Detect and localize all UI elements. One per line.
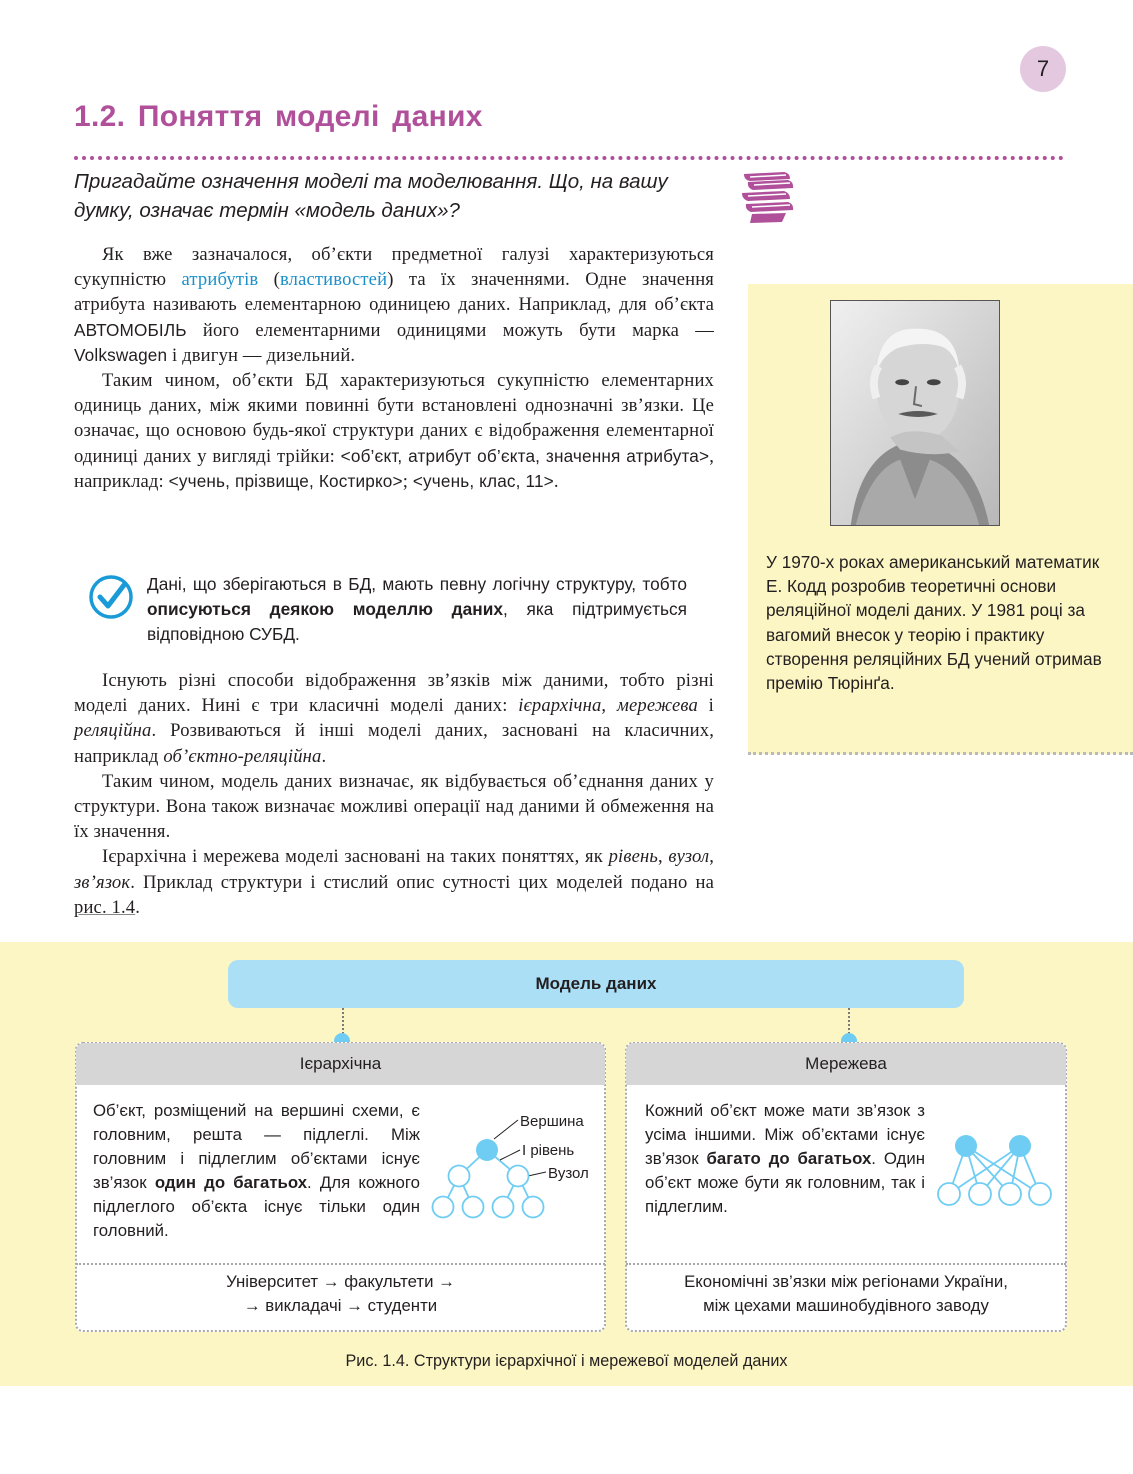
root-node xyxy=(476,1139,498,1161)
properties-term[interactable]: властивостей xyxy=(279,269,388,291)
page-number: 7 xyxy=(1020,46,1066,92)
paragraph1-text-3: ) та їх значеннями. Одне значення атрибута називають елементарною одиницею даних. Наприклад, для об’єкта xyxy=(74,269,715,316)
triple-example-3: <учень, клас, 11> xyxy=(412,470,554,491)
paragraph1-text-2: ( xyxy=(258,269,280,291)
data-model-root: Модель даних xyxy=(228,960,964,1008)
network-example xyxy=(626,1270,1066,1318)
network-example-line-1: Економічні зв’язки між регіонами України, xyxy=(684,1272,1008,1291)
note-bold: описуються деякою моделлю даних xyxy=(147,599,503,619)
network-divider xyxy=(626,1263,1066,1265)
attributes-term[interactable]: атрибутів xyxy=(181,269,259,291)
paragraph5-text-3: . xyxy=(135,896,141,918)
hierarchical-divider xyxy=(76,1263,605,1265)
triple-example-2: <учень, прізвище, Костирко> xyxy=(168,470,403,491)
paragraph-attributes xyxy=(74,242,714,494)
paragraph3-sep-1: , xyxy=(601,695,617,717)
paragraph-model-definition: Таким чином, модель даних визначає, як відбувається об’єднання даних у структури. Вона також визначає можливі операції над даними й обмеження на їх значення. xyxy=(74,770,714,843)
paragraph2-text-3: ; xyxy=(402,470,413,492)
hierarchical-example-line-2: → викладачі → студенти xyxy=(243,1296,438,1315)
sidebar-divider xyxy=(748,752,1133,755)
concept-level: рівень xyxy=(608,846,658,868)
network-text-1: Кожний об’єкт може мати зв’язок з усіма іншими. Між об’єктами існує зв’язок xyxy=(645,1101,925,1168)
hierarchical-text-2: . Для кожного підлеглого об’єкта існує тільки один головний. xyxy=(93,1173,420,1240)
paragraph2-text-1: Таким чином, об’єкти БД характеризуються сукупністю елементарних одиниць даних, між якими повинні бути встановлені однозначні зв’язки. Це означає, що основою будь-якої структури даних є відображення елементарної одиниці даних у вигляді трійки: xyxy=(74,370,714,467)
portrait-photo xyxy=(830,300,1000,526)
section-title: 1.2. Поняття моделі даних xyxy=(74,100,483,133)
paragraph1-text-1: Як вже зазначалося, об’єкти предметної галузі характеризуються сукупністю xyxy=(74,244,714,291)
title-divider xyxy=(74,156,1064,160)
paragraph1-text-4: його елементарними одиницями можуть бути марка — xyxy=(186,319,714,341)
label-level: I рівень xyxy=(522,1142,575,1159)
concept-link: зв’язок xyxy=(74,871,131,893)
network-panel-title: Мережева xyxy=(626,1043,1066,1085)
network-text-2: . Один об’єкт може бути як головним, так і підлеглим. xyxy=(645,1149,925,1216)
network-diagram xyxy=(930,1128,1060,1214)
label-node: Вузол xyxy=(548,1165,589,1182)
label-vertex: Вершина xyxy=(520,1113,584,1130)
model-network: мережева xyxy=(616,695,698,717)
model-hierarchical: ієрархічна xyxy=(518,695,602,717)
sidebar-caption: У 1970-х роках американський математик Е. Кодд розробив теоретичні основи реляційної моделі даних. У 1981 році за вагомий внесок у теорію і практику створення реляційних БД учений отримав премію Тюрінґа. xyxy=(766,552,1102,694)
brand-name: Volkswagen xyxy=(74,344,168,365)
hierarchical-diagram xyxy=(426,1106,602,1224)
books-icon xyxy=(738,168,796,226)
paragraph5-text-2: . Приклад структури і стислий опис сутності цих моделей подано на xyxy=(130,871,714,893)
intro-question: Пригадайте означення моделі та моделювання. Що, на вашу думку, означає термін «модель даних»? xyxy=(74,170,668,222)
model-object-relational: об’єктно-реляційна xyxy=(163,745,322,767)
paragraph3-text-2: . Розвиваються й інші моделі даних, засновані на класичних, наприклад xyxy=(74,720,714,767)
network-example-line-2: між цехами машинобудівного заводу xyxy=(703,1296,989,1315)
paragraph5-sep-2: , xyxy=(709,846,715,868)
concept-node: вузол xyxy=(668,846,710,868)
figure-reference-link[interactable]: рис. 1.4 xyxy=(74,896,136,918)
paragraph3-text-1: Існують різні способи відображення зв’язків між даними, тобто різні моделі даних. Нині є три класичні моделі даних: xyxy=(74,670,714,717)
hierarchical-example xyxy=(76,1270,605,1318)
network-bold: багато до багатьох xyxy=(706,1149,872,1168)
paragraph5-sep-1: , xyxy=(657,846,669,868)
hierarchical-example-line-1: Університет → факультети → xyxy=(226,1272,455,1291)
model-relational: реляційна xyxy=(74,720,152,742)
hierarchical-panel-title: Ієрархічна xyxy=(76,1043,605,1085)
note-text xyxy=(147,572,687,647)
note-text-1: Дані, що зберігаються в БД, мають певну логічну структуру, тобто xyxy=(147,574,687,594)
paragraph-models xyxy=(74,668,714,920)
paragraph2-text-2: , наприклад: xyxy=(74,445,714,492)
paragraph3-sep-2: і xyxy=(697,695,714,717)
figure-caption: Рис. 1.4. Структури ієрархічної і мережевої моделей даних xyxy=(345,1352,788,1370)
paragraph2-text-4: . xyxy=(553,470,559,492)
hierarchical-description xyxy=(93,1099,420,1243)
network-description xyxy=(645,1099,925,1219)
paragraph3-text-3: . xyxy=(321,745,327,767)
hierarchical-bold: один до багатьох xyxy=(154,1173,308,1192)
paragraph5-text-1: Ієрархічна і мережева моделі засновані на таких поняттях, як xyxy=(102,846,609,868)
paragraph1-text-5: і двигун — дизельний. xyxy=(167,344,356,366)
object-name: АВТОМОБІЛЬ xyxy=(74,319,187,340)
hierarchical-text-1: Об’єкт, розміщений на вершині схеми, є головним, решта — підлеглі. Між головним і підлеглим об’єктами існує зв’язок xyxy=(93,1101,420,1192)
triple-example-1: <об’єкт, атрибут об’єкта, значення атрибута> xyxy=(340,445,710,466)
checkmark-icon xyxy=(88,574,134,620)
note-text-2: , яка підтримується відповідною СУБД. xyxy=(147,599,687,644)
